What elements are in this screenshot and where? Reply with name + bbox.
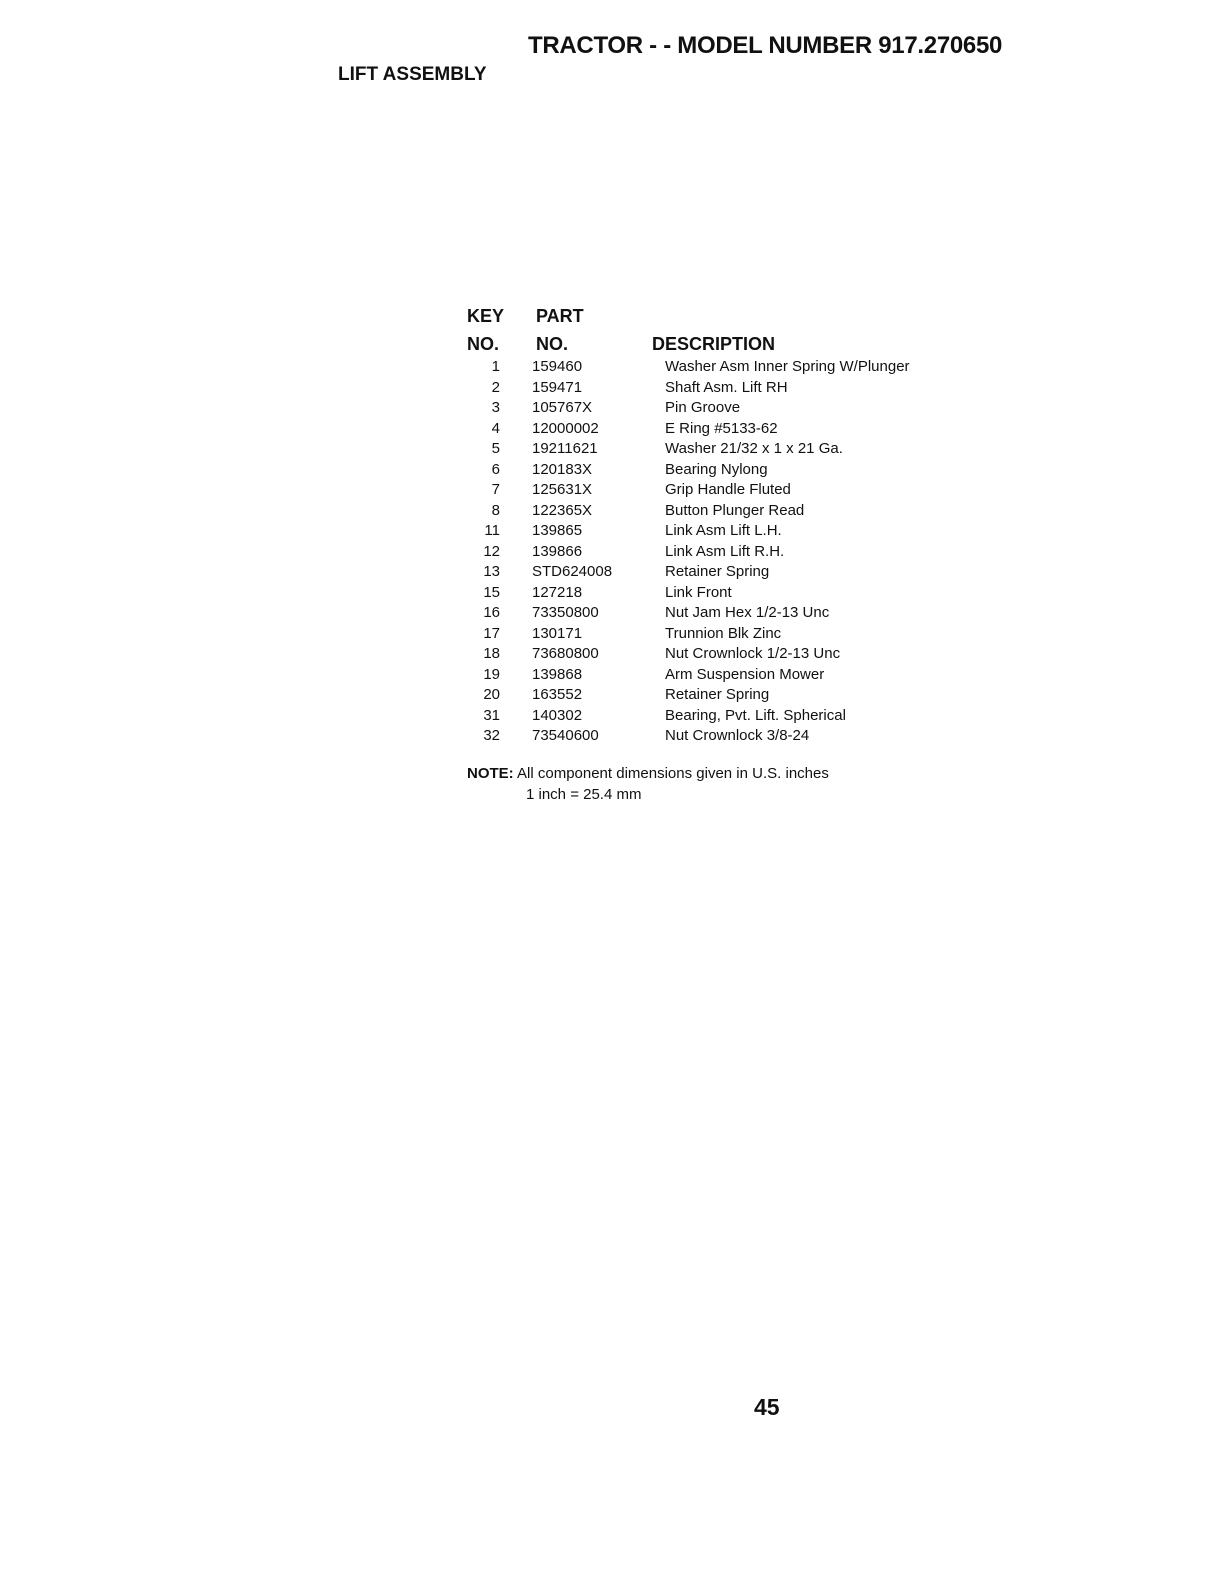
column-header-key-line2: NO.: [467, 334, 500, 354]
column-header-key-line1: KEY: [467, 306, 505, 326]
column-header-part-line2: NO.: [536, 334, 569, 354]
table-row: [0, 501, 1227, 522]
part-no: 130171: [532, 624, 583, 642]
description: Link Front: [665, 583, 732, 601]
part-no: 163552: [532, 686, 583, 703]
description: Retainer Spring: [665, 686, 770, 703]
page-number: 45: [754, 1394, 780, 1420]
part-no: 122365X: [532, 501, 593, 519]
description: Button Plunger Read: [665, 501, 805, 519]
key-no: 32: [483, 727, 500, 744]
table-row: [0, 665, 1227, 686]
description: Washer 21/32 x 1 x 21 Ga.: [665, 440, 843, 457]
key-no: 12: [483, 542, 500, 560]
key-no: 17: [483, 624, 500, 642]
part-no: 159460: [532, 358, 583, 375]
note-label: NOTE:: [467, 765, 514, 782]
table-row: [0, 562, 1227, 583]
column-header-part-line1: PART: [536, 306, 584, 326]
table-row: [0, 542, 1227, 563]
description: Grip Handle Fluted: [665, 481, 791, 498]
table-row: [0, 398, 1227, 419]
part-no: 105767X: [532, 399, 593, 416]
key-no: 6: [491, 460, 500, 478]
part-no: 73540600: [532, 727, 599, 744]
part-no: STD624008: [532, 563, 613, 580]
description: Nut Jam Hex 1/2-13 Unc: [665, 604, 830, 621]
page-title: TRACTOR - - MODEL NUMBER 917.270650: [528, 32, 1003, 59]
description: Trunnion Blk Zinc: [665, 624, 782, 642]
description: E Ring #5133-62: [665, 419, 778, 437]
parts-list: [0, 357, 1227, 747]
section-title: LIFT ASSEMBLY: [338, 64, 487, 85]
table-row: [0, 603, 1227, 624]
description: Bearing Nylong: [665, 460, 768, 478]
part-no: 12000002: [532, 419, 599, 437]
description: Washer Asm Inner Spring W/Plunger: [665, 358, 910, 375]
table-row: [0, 624, 1227, 645]
part-no: 139866: [532, 542, 583, 560]
key-no: 5: [491, 440, 500, 457]
key-no: 13: [483, 563, 500, 580]
key-no: 8: [491, 501, 500, 519]
table-row: [0, 419, 1227, 440]
key-no: 20: [483, 686, 500, 703]
description: Nut Crownlock 3/8-24: [665, 727, 810, 744]
description: Pin Groove: [665, 399, 741, 416]
key-no: 15: [483, 583, 500, 601]
part-no: 73680800: [532, 645, 599, 662]
table-row: [0, 480, 1227, 501]
part-no: 139865: [532, 522, 583, 539]
table-row: [0, 378, 1227, 399]
key-no: 19: [483, 665, 500, 683]
part-no: 73350800: [532, 604, 599, 621]
description: Link Asm Lift R.H.: [665, 542, 785, 560]
key-no: 16: [483, 604, 500, 621]
part-no: 127218: [532, 583, 583, 601]
table-row: [0, 460, 1227, 481]
part-no: 125631X: [532, 481, 593, 498]
table-row: [0, 583, 1227, 604]
part-no: 19211621: [532, 440, 598, 457]
table-row: [0, 521, 1227, 542]
table-row: [0, 357, 1227, 378]
key-no: 7: [491, 481, 500, 498]
description: Arm Suspension Mower: [665, 665, 825, 683]
table-row: [0, 706, 1227, 727]
key-no: 4: [491, 419, 500, 437]
part-no: 120183X: [532, 460, 593, 478]
table-row: [0, 685, 1227, 706]
table-row: [0, 439, 1227, 460]
key-no: 2: [491, 378, 500, 396]
part-no: 140302: [532, 706, 583, 724]
key-no: 3: [491, 399, 500, 416]
key-no: 11: [484, 522, 500, 539]
description: Retainer Spring: [665, 563, 770, 580]
key-no: 31: [483, 706, 500, 724]
table-row: [0, 644, 1227, 665]
description: Shaft Asm. Lift RH: [665, 378, 788, 396]
description: Nut Crownlock 1/2-13 Unc: [665, 645, 841, 662]
description: Link Asm Lift L.H.: [665, 522, 782, 539]
key-no: 1: [491, 358, 500, 375]
note: [467, 765, 829, 782]
part-no: 159471: [532, 378, 583, 396]
column-header-description: DESCRIPTION: [652, 334, 776, 354]
part-no: 139868: [532, 665, 583, 683]
description: Bearing, Pvt. Lift. Spherical: [665, 706, 846, 724]
key-no: 18: [483, 645, 500, 662]
note-line1: All component dimensions given in U.S. inches: [517, 765, 829, 782]
table-row: [0, 726, 1227, 747]
note-line2: 1 inch = 25.4 mm: [526, 786, 642, 803]
